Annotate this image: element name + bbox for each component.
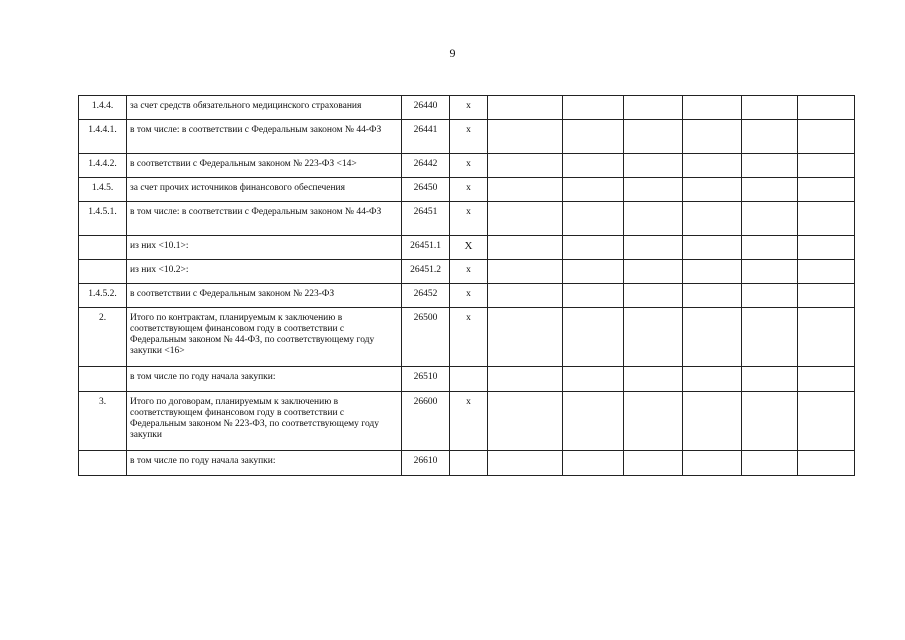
- empty-cell: [683, 178, 742, 202]
- table-row: [79, 284, 855, 308]
- row-code: 26452: [402, 284, 450, 308]
- empty-cell: [798, 392, 855, 451]
- empty-cell: [624, 451, 683, 476]
- empty-cell: [624, 236, 683, 260]
- empty-cell: [563, 367, 624, 392]
- empty-cell: [563, 236, 624, 260]
- empty-cell: [742, 178, 798, 202]
- row-code: 26600: [402, 392, 450, 451]
- empty-cell: [798, 178, 855, 202]
- table-row: [79, 451, 855, 476]
- row-mark: x: [450, 284, 488, 308]
- row-code: 26510: [402, 367, 450, 392]
- row-code: 26451.2: [402, 260, 450, 284]
- row-mark: [450, 451, 488, 476]
- row-code: 26442: [402, 154, 450, 178]
- empty-cell: [798, 96, 855, 120]
- empty-cell: [624, 284, 683, 308]
- row-name: в соответствии с Федеральным законом № 223-ФЗ <14>: [127, 154, 402, 178]
- row-name: в том числе: в соответствии с Федеральным законом № 44-ФЗ: [127, 120, 402, 154]
- empty-cell: [683, 308, 742, 367]
- empty-cell: [624, 154, 683, 178]
- row-name: в том числе: в соответствии с Федеральным законом № 44-ФЗ: [127, 202, 402, 236]
- row-number: 1.4.5.2.: [79, 284, 127, 308]
- empty-cell: [563, 284, 624, 308]
- empty-cell: [488, 367, 563, 392]
- empty-cell: [742, 236, 798, 260]
- row-mark: x: [450, 202, 488, 236]
- empty-cell: [488, 154, 563, 178]
- table-row: [79, 260, 855, 284]
- row-name: за счет прочих источников финансового обеспечения: [127, 178, 402, 202]
- empty-cell: [488, 260, 563, 284]
- page-number: 9: [449, 46, 456, 60]
- empty-cell: [488, 178, 563, 202]
- row-code: 26451: [402, 202, 450, 236]
- empty-cell: [488, 236, 563, 260]
- row-mark: x: [450, 260, 488, 284]
- row-code: 26440: [402, 96, 450, 120]
- row-mark: x: [450, 308, 488, 367]
- row-name: в том числе по году начала закупки:: [127, 451, 402, 476]
- row-name: из них <10.1>:: [127, 236, 402, 260]
- row-mark: x: [450, 178, 488, 202]
- empty-cell: [683, 284, 742, 308]
- empty-cell: [742, 120, 798, 154]
- empty-cell: [624, 202, 683, 236]
- empty-cell: [488, 392, 563, 451]
- empty-cell: [742, 451, 798, 476]
- row-mark: x: [450, 154, 488, 178]
- row-number: 1.4.4.1.: [79, 120, 127, 154]
- row-name: Итого по договорам, планируемым к заключению в соответствующем финансовом году в соответствии с Федеральным законом № 223-ФЗ, по соответствующему году закупки: [127, 392, 402, 451]
- empty-cell: [683, 451, 742, 476]
- empty-cell: [488, 451, 563, 476]
- row-name: Итого по контрактам, планируемым к заключению в соответствующем финансовом году в соответствии с Федеральным законом № 44-ФЗ, по соответствующему году закупки <16>: [127, 308, 402, 367]
- empty-cell: [563, 392, 624, 451]
- row-number: [79, 236, 127, 260]
- empty-cell: [563, 120, 624, 154]
- empty-cell: [683, 236, 742, 260]
- row-code: 26500: [402, 308, 450, 367]
- empty-cell: [488, 120, 563, 154]
- table-row: [79, 308, 855, 367]
- empty-cell: [742, 284, 798, 308]
- report-table: [78, 95, 855, 476]
- empty-cell: [624, 367, 683, 392]
- empty-cell: [488, 308, 563, 367]
- row-number: 3.: [79, 392, 127, 451]
- row-code: 26610: [402, 451, 450, 476]
- row-number: 1.4.4.: [79, 96, 127, 120]
- empty-cell: [742, 202, 798, 236]
- empty-cell: [563, 96, 624, 120]
- row-code: 26451.1: [402, 236, 450, 260]
- empty-cell: [488, 284, 563, 308]
- empty-cell: [798, 451, 855, 476]
- table-row: [79, 236, 855, 260]
- empty-cell: [624, 178, 683, 202]
- row-mark: [450, 367, 488, 392]
- empty-cell: [742, 260, 798, 284]
- empty-cell: [798, 308, 855, 367]
- table-row: [79, 202, 855, 236]
- empty-cell: [563, 260, 624, 284]
- empty-cell: [488, 96, 563, 120]
- empty-cell: [563, 178, 624, 202]
- table-row: [79, 154, 855, 178]
- empty-cell: [624, 260, 683, 284]
- table-row: [79, 178, 855, 202]
- empty-cell: [683, 120, 742, 154]
- row-number: [79, 367, 127, 392]
- empty-cell: [624, 392, 683, 451]
- empty-cell: [742, 96, 798, 120]
- row-number: 1.4.5.: [79, 178, 127, 202]
- row-mark: x: [450, 120, 488, 154]
- row-mark: x: [450, 96, 488, 120]
- empty-cell: [624, 96, 683, 120]
- empty-cell: [624, 120, 683, 154]
- row-number: 1.4.5.1.: [79, 202, 127, 236]
- row-number: [79, 260, 127, 284]
- empty-cell: [488, 202, 563, 236]
- empty-cell: [683, 202, 742, 236]
- empty-cell: [798, 367, 855, 392]
- empty-cell: [742, 308, 798, 367]
- row-number: [79, 451, 127, 476]
- empty-cell: [683, 367, 742, 392]
- row-number: 1.4.4.2.: [79, 154, 127, 178]
- empty-cell: [742, 367, 798, 392]
- empty-cell: [563, 154, 624, 178]
- empty-cell: [742, 392, 798, 451]
- empty-cell: [742, 154, 798, 178]
- empty-cell: [798, 284, 855, 308]
- table-row: [79, 96, 855, 120]
- row-name: в соответствии с Федеральным законом № 223-ФЗ: [127, 284, 402, 308]
- empty-cell: [798, 236, 855, 260]
- table-row: [79, 120, 855, 154]
- table-row: [79, 367, 855, 392]
- table-row: [79, 392, 855, 451]
- empty-cell: [563, 451, 624, 476]
- row-name: за счет средств обязательного медицинского страхования: [127, 96, 402, 120]
- empty-cell: [563, 202, 624, 236]
- empty-cell: [798, 154, 855, 178]
- empty-cell: [798, 260, 855, 284]
- row-mark: x: [450, 392, 488, 451]
- empty-cell: [798, 120, 855, 154]
- row-code: 26441: [402, 120, 450, 154]
- empty-cell: [683, 96, 742, 120]
- row-name: из них <10.2>:: [127, 260, 402, 284]
- empty-cell: [683, 260, 742, 284]
- row-mark: X: [450, 236, 488, 260]
- empty-cell: [563, 308, 624, 367]
- empty-cell: [683, 154, 742, 178]
- empty-cell: [798, 202, 855, 236]
- row-number: 2.: [79, 308, 127, 367]
- row-code: 26450: [402, 178, 450, 202]
- row-name: в том числе по году начала закупки:: [127, 367, 402, 392]
- empty-cell: [624, 308, 683, 367]
- empty-cell: [683, 392, 742, 451]
